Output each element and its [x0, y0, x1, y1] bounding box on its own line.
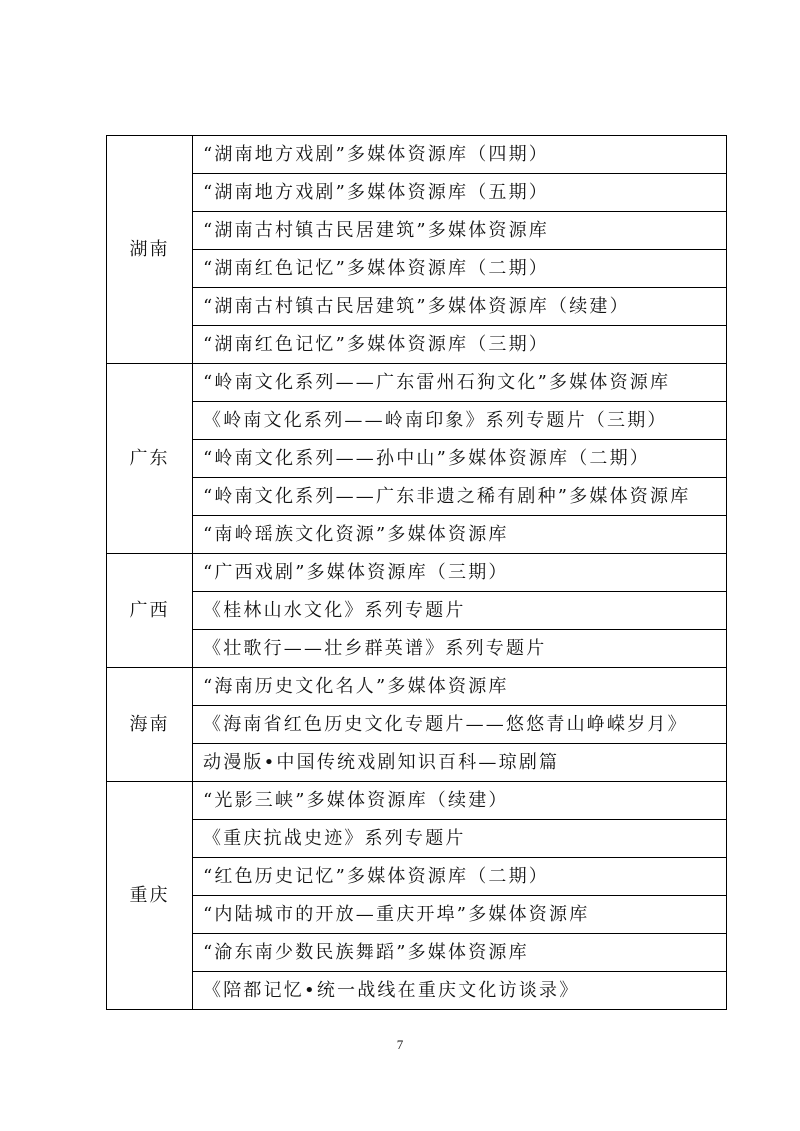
table-row: [107, 174, 727, 212]
resource-item-cell: “湖南地方戏剧”多媒体资源库（五期）: [193, 174, 727, 212]
region-cell: 海南: [107, 668, 193, 782]
table-row: [107, 782, 727, 820]
resource-item-cell: 《桂林山水文化》系列专题片: [193, 592, 727, 630]
table-row: [107, 668, 727, 706]
table-row: [107, 364, 727, 402]
resource-item-cell: 《壮歌行——壮乡群英谱》系列专题片: [193, 630, 727, 668]
resource-item-cell: “湖南红色记忆”多媒体资源库（二期）: [193, 250, 727, 288]
table-row: [107, 554, 727, 592]
resource-item-cell: “红色历史记忆”多媒体资源库（二期）: [193, 858, 727, 896]
region-cell: 广东: [107, 364, 193, 554]
resource-item-cell: 《重庆抗战史迹》系列专题片: [193, 820, 727, 858]
table-row: [107, 326, 727, 364]
table-row: [107, 630, 727, 668]
resource-table-body: [107, 136, 727, 1010]
region-cell: 湖南: [107, 136, 193, 364]
table-row: [107, 402, 727, 440]
resource-item-cell: “海南历史文化名人”多媒体资源库: [193, 668, 727, 706]
table-row: [107, 972, 727, 1010]
table-row: [107, 440, 727, 478]
page-number: 7: [396, 1037, 404, 1052]
region-cell: 广西: [107, 554, 193, 668]
resource-table: [106, 135, 727, 1010]
table-row: [107, 288, 727, 326]
table-row: [107, 136, 727, 174]
table-row: [107, 820, 727, 858]
table-row: [107, 592, 727, 630]
table-row: [107, 934, 727, 972]
resource-item-cell: “南岭瑶族文化资源”多媒体资源库: [193, 516, 727, 554]
resource-item-cell: “湖南古村镇古民居建筑”多媒体资源库: [193, 212, 727, 250]
resource-item-cell: “湖南地方戏剧”多媒体资源库（四期）: [193, 136, 727, 174]
resource-item-cell: 《陪都记忆•统一战线在重庆文化访谈录》: [193, 972, 727, 1010]
resource-item-cell: “湖南古村镇古民居建筑”多媒体资源库（续建）: [193, 288, 727, 326]
resource-item-cell: “岭南文化系列——广东非遗之稀有剧种”多媒体资源库: [193, 478, 727, 516]
resource-item-cell: “光影三峡”多媒体资源库（续建）: [193, 782, 727, 820]
table-row: [107, 896, 727, 934]
resource-item-cell: 动漫版•中国传统戏剧知识百科—琼剧篇: [193, 744, 727, 782]
table-row: [107, 516, 727, 554]
resource-item-cell: “岭南文化系列——广东雷州石狗文化”多媒体资源库: [193, 364, 727, 402]
resource-item-cell: “湖南红色记忆”多媒体资源库（三期）: [193, 326, 727, 364]
resource-item-cell: “广西戏剧”多媒体资源库（三期）: [193, 554, 727, 592]
table-row: [107, 250, 727, 288]
table-row: [107, 706, 727, 744]
table-row: [107, 744, 727, 782]
table-row: [107, 212, 727, 250]
resource-item-cell: “岭南文化系列——孙中山”多媒体资源库（二期）: [193, 440, 727, 478]
resource-item-cell: 《海南省红色历史文化专题片——悠悠青山峥嵘岁月》: [193, 706, 727, 744]
resource-item-cell: “渝东南少数民族舞蹈”多媒体资源库: [193, 934, 727, 972]
region-cell: 重庆: [107, 782, 193, 1010]
resource-item-cell: “内陆城市的开放—重庆开埠”多媒体资源库: [193, 896, 727, 934]
table-row: [107, 478, 727, 516]
table-row: [107, 858, 727, 896]
resource-item-cell: 《岭南文化系列——岭南印象》系列专题片（三期）: [193, 402, 727, 440]
